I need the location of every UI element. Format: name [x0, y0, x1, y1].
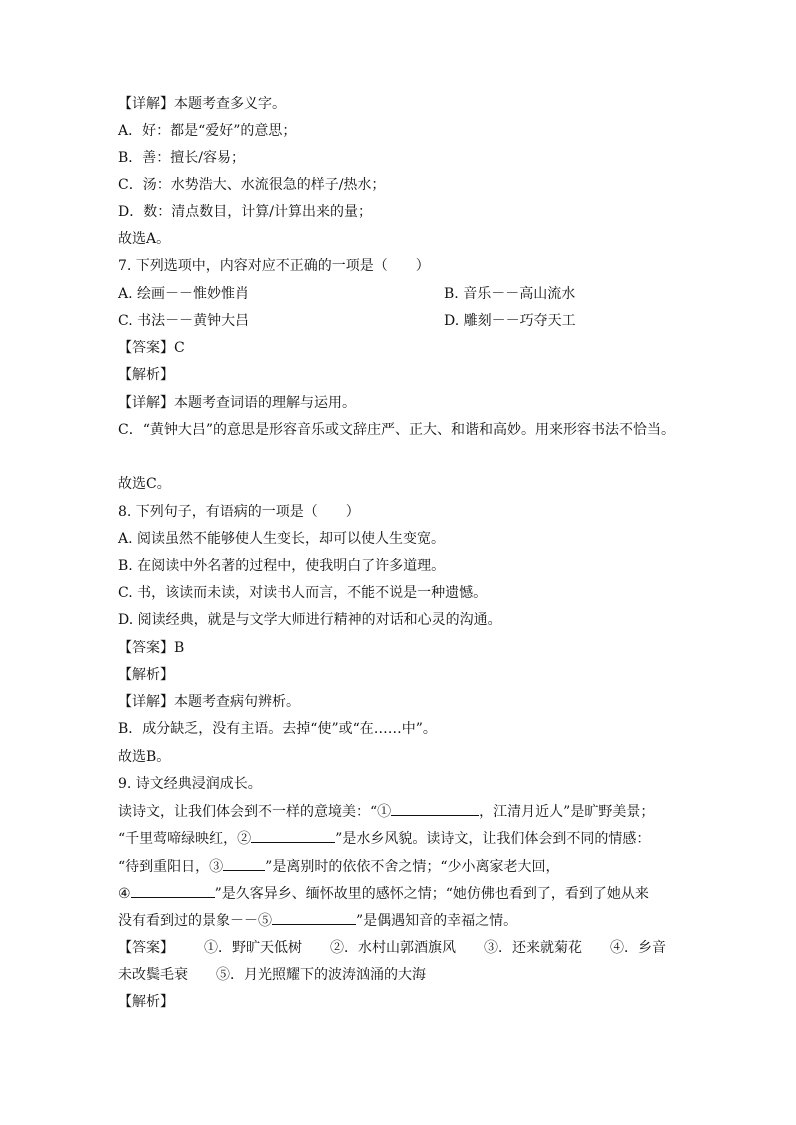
q6-conclusion: 故选A。: [118, 231, 171, 247]
q7-stem: 7. 下列选项中，内容对应不正确的一项是（ ）: [118, 258, 430, 274]
q9-answer-4: ④．乡音: [610, 940, 666, 956]
q7-option-c: C. 书法－－黄钟大吕: [118, 313, 250, 329]
q9-answer-4-cont: 未改鬓毛衰: [118, 967, 188, 983]
q7-detail: 【详解】本题考查词语的理解与运用。: [118, 395, 356, 411]
q8-analysis: 【解析】: [118, 667, 174, 683]
q9-line-2: [118, 828, 650, 848]
fill-blank-3[interactable]: [223, 856, 265, 871]
q9-answer-label: 【答案】: [118, 940, 174, 956]
q7-answer: 【答案】C: [118, 340, 185, 356]
q9-stem: 9. 诗文经典浸润成长。: [118, 776, 262, 792]
q9-line-5-text-a: 没有看到过的景象－－⑤: [118, 913, 272, 929]
q8-option-a: A. 阅读虽然不能够使人生变长，却可以使人生变宽。: [118, 531, 446, 547]
q9-analysis: 【解析】: [118, 994, 174, 1010]
q9-line-5-text-b: ”是偶遇知音的幸福之情。: [356, 913, 518, 929]
q9-line-5: [118, 910, 517, 930]
q6-explain-b: B．善：擅长/容易；: [118, 150, 246, 166]
q9-line-1: [118, 801, 654, 821]
q6-explain-d: D．数：清点数目，计算/计算出来的量；: [118, 204, 372, 220]
q8-conclusion: 故选B。: [118, 749, 171, 765]
q8-explain: B．成分缺乏，没有主语。去掉“使”或“在……中”。: [118, 721, 437, 737]
q9-line-1-text-b: ，江清月近人”是旷野美景；: [479, 804, 655, 820]
q7-option-row-2: [118, 311, 576, 331]
q8-option-b: B. 在阅读中外名著的过程中，使我明白了许多道理。: [118, 558, 446, 574]
q9-line-3-text-a: “待到重阳日，③: [118, 859, 224, 875]
q7-option-row-1: [118, 284, 576, 304]
q9-answer-2: ②．水村山郭酒旗风: [330, 940, 456, 956]
q8-detail: 【详解】本题考查病句辨析。: [118, 694, 300, 710]
q6-explain-a: A．好：都是“爱好”的意思；: [118, 123, 297, 139]
q8-option-c: C. 书，该读而未读，对读书人而言，不能不说是一种遗憾。: [118, 585, 488, 601]
fill-blank-4[interactable]: [131, 883, 215, 898]
q9-answer-3: ③．还来就菊花: [484, 940, 582, 956]
q9-answer-row-2: [118, 965, 426, 985]
fill-blank-2[interactable]: [251, 828, 335, 843]
q7-option-a: A. 绘画－－惟妙惟肖: [118, 286, 250, 302]
q9-line-3-text-b: ”是离别时的依依不舍之情；“少小离家老大回，: [265, 859, 560, 875]
q7-option-b: B. 音乐－－高山流水: [444, 286, 576, 302]
q9-line-2-text-b: ”是水乡风貌。读诗文，让我们体会到不同的情感：: [335, 831, 651, 847]
q9-line-1-text-a: 读诗文，让我们体会到不一样的意境美：“①: [118, 804, 392, 820]
q8-stem: 8. 下列句子，有语病的一项是（ ）: [118, 504, 360, 520]
q8-option-d: D. 阅读经典，就是与文学大师进行精神的对话和心灵的沟通。: [118, 612, 502, 628]
fill-blank-5[interactable]: [272, 910, 356, 925]
q9-line-4: [118, 883, 649, 903]
q7-explain: C．“黄钟大吕”的意思是形容音乐或文辞庄严、正大、和谐和高妙。用来形容书法不恰当。: [118, 422, 676, 438]
q9-answer-row-1: [118, 938, 666, 958]
fill-blank-1[interactable]: [391, 801, 479, 816]
q6-explain-c: C．汤：水势浩大、水流很急的样子/热水；: [118, 177, 386, 193]
q9-line-4-text-b: ”是久客异乡、缅怀故里的感怀之情；“她仿佛也看到了，看到了她从来: [214, 886, 649, 902]
q9-answer-5: ⑤．月光照耀下的波涛汹涌的大海: [216, 967, 426, 983]
q8-answer: 【答案】B: [118, 640, 185, 656]
q7-option-d: D. 雕刻－－巧夺天工: [444, 313, 576, 329]
q9-line-3: [118, 856, 560, 876]
q9-line-2-text-a: “千里莺啼绿映红，②: [118, 831, 252, 847]
q9-line-4-text-a: ④: [118, 886, 131, 902]
q6-detail: 【详解】本题考查多义字。: [118, 96, 286, 112]
q7-analysis: 【解析】: [118, 367, 174, 383]
q7-conclusion: 故选C。: [118, 476, 171, 492]
q9-answer-1: ①．野旷天低树: [204, 940, 302, 956]
